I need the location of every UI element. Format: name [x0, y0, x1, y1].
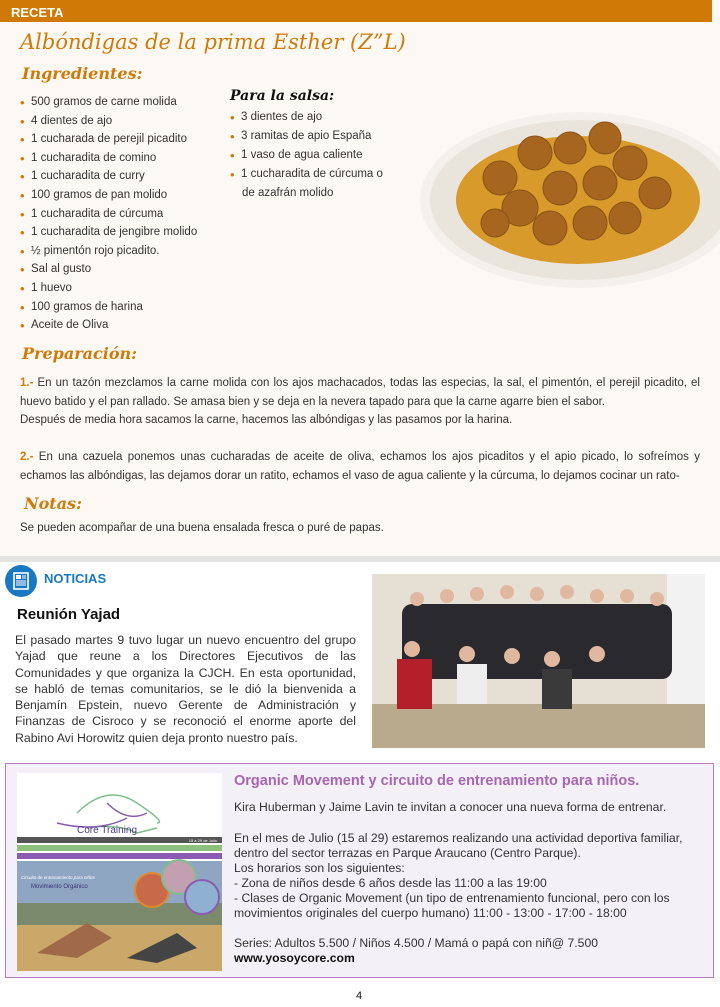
list-item: • ½ pimentón rojo picadito.: [20, 245, 197, 264]
list-item: • 100 gramos de pan molido: [20, 189, 197, 208]
ingredients-list: [20, 96, 197, 338]
detail-line: dentro del sector terrazas en Parque Araucano (Centro Parque).: [234, 846, 581, 860]
preparation-heading: Preparación:: [22, 344, 138, 363]
page-number: 4: [356, 990, 363, 1002]
meatballs-photo: [420, 108, 720, 288]
organic-website-link[interactable]: www.yosoycore.com: [234, 951, 355, 965]
organic-title: Organic Movement y circuito de entrenamiento para niños.: [234, 773, 640, 789]
detail-line: movimientos originales del cuerpo humano) 11:00 - 13:00 - 17:00 - 18:00: [234, 906, 627, 920]
list-item: • 1 cucharadita de curry: [20, 170, 197, 189]
poster-subtitle: Circuito de entrenamiento para niños: [21, 875, 95, 880]
list-item: • 4 dientes de ajo: [20, 115, 197, 134]
news-section-label: NOTICIAS: [44, 571, 107, 586]
step-text: Después de media hora sacamos la carne, hacemos las albóndigas y las pasamos por la harina.: [20, 414, 513, 426]
list-item: • 100 gramos de harina: [20, 301, 197, 320]
step-text: En un tazón mezclamos la carne molida con los ajos machacados, todas las especias, la sal, el pimentón, el perejil picadito, el huevo batido y el pan rallado. Se amasa bien y se deja en la nevera tapado para que la carne agarre bien el sabor.: [20, 377, 700, 408]
recipe-title: Albóndigas de la prima Esther (Z”L): [20, 30, 406, 54]
ingredients-heading: Ingredientes:: [22, 64, 143, 83]
news-title: Reunión Yajad: [17, 606, 121, 623]
news-body: El pasado martes 9 tuvo lugar un nuevo encuentro del grupo Yajad que reune a los Directores Ejecutivos de las Comunidades y que organiza la CJCH. En esta oportunidad, se habló de temas comunitarios, se le dió la bienvenida a Benjamín Epstein, nuevo Gerente de Administración y Finanzas de Cisroco y se reconoció el enorme aporte del Rabino Avi Horowitz quien deja pronto nuestro país.: [15, 633, 356, 745]
list-item: • 1 vaso de agua caliente: [230, 149, 383, 168]
section-divider: [0, 556, 720, 562]
section-header: RECETA: [0, 0, 712, 22]
group-photo: [372, 574, 705, 748]
detail-line: En el mes de Julio (15 al 29) estaremos realizando una actividad deportiva familiar,: [234, 831, 683, 845]
poster-dates: 15 a 29 de Julio: [188, 838, 217, 843]
step-number: 1.-: [20, 377, 34, 389]
step-number: 2.-: [20, 451, 34, 463]
step-2: [20, 448, 700, 485]
list-item: • 3 ramitas de apio España: [230, 130, 383, 149]
list-item: • 1 cucharada de perejil picadito: [20, 133, 197, 152]
organic-details: [234, 831, 709, 921]
notes-text: Se pueden acompañar de una buena ensalada fresca o puré de papas.: [20, 522, 384, 534]
list-item: • Sal al gusto: [20, 263, 197, 282]
list-item: • Aceite de Oliva: [20, 319, 197, 338]
newspaper-icon: [5, 565, 37, 597]
list-item: • 1 cucharadita de comino: [20, 152, 197, 171]
list-item: • 1 cucharadita de cúrcuma: [20, 208, 197, 227]
detail-line: Los horarios son los siguientes:: [234, 861, 405, 875]
core-training-poster: [17, 773, 222, 971]
detail-line: - Clases de Organic Movement (un tipo de entrenamiento funcional, pero con los: [234, 891, 670, 905]
list-item: • 3 dientes de ajo: [230, 111, 383, 130]
list-item: • 500 gramos de carne molida: [20, 96, 197, 115]
sauce-list: [230, 111, 383, 206]
poster-name: Movimiento Orgánico: [31, 884, 88, 890]
organic-prices: Series: Adultos 5.500 / Niños 4.500 / Mamá o papá con niñ@ 7.500: [234, 936, 599, 950]
sauce-heading: Para la salsa:: [230, 88, 335, 104]
step-1: [20, 374, 700, 430]
list-item: • 1 cucharadita de cúrcuma o: [230, 168, 383, 187]
list-item: • 1 huevo: [20, 282, 197, 301]
poster-brand: Core Training: [77, 825, 138, 836]
list-item-continuation: de azafrán molido: [242, 187, 334, 199]
detail-line: - Zona de niños desde 6 años desde las 11:00 a las 19:00: [234, 876, 547, 890]
notes-heading: Notas:: [24, 494, 82, 513]
list-item: • 1 cucharadita de jengibre molido: [20, 226, 197, 245]
organic-intro: Kira Huberman y Jaime Lavin te invitan a conocer una nueva forma de entrenar.: [234, 800, 667, 814]
step-text: En una cazuela ponemos unas cucharadas de aceite de oliva, echamos los ajos picaditos y el apio picado, lo sofreímos y echamos las albóndigas, las dejamos dorar un ratito, echamos el vaso de agua caliente y la cúrcuma, lo dejamos cocinar un rato-: [20, 451, 700, 482]
